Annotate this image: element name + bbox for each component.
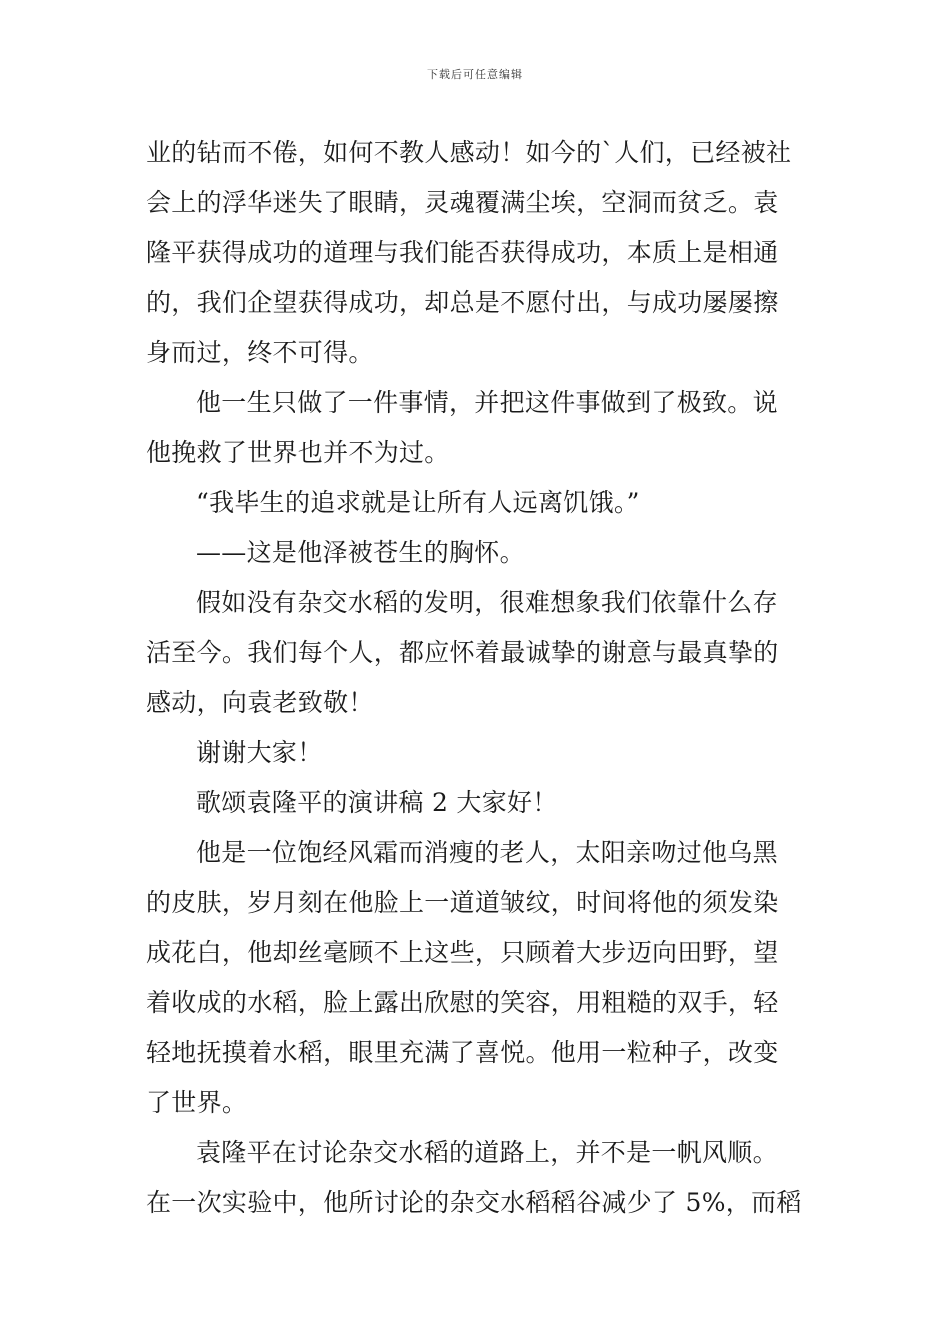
text-line: 感动，向袁老致敬！ bbox=[146, 688, 374, 717]
text-line: 轻地抚摸着水稻，眼里充满了喜悦。他用一粒种子，改变 bbox=[146, 1038, 779, 1067]
text-line: 成花白，他却丝毫顾不上这些，只顾着大步迈向田野，望 bbox=[146, 938, 779, 967]
document-body bbox=[146, 128, 810, 1228]
text-line: 的，我们企望获得成功，却总是不愿付出，与成功屡屡擦 bbox=[146, 288, 779, 317]
text-line: 会上的浮华迷失了眼睛，灵魂覆满尘埃，空洞而贫乏。袁 bbox=[146, 188, 779, 217]
text-line: 了世界。 bbox=[146, 1088, 248, 1117]
page-header: 下载后可任意编辑 bbox=[427, 68, 523, 81]
text-line: 假如没有杂交水稻的发明，很难想象我们依靠什么存 bbox=[196, 588, 778, 617]
text-line: 他是一位饱经风霜而消瘦的老人，太阳亲吻过他乌黑 bbox=[196, 838, 778, 867]
text-line: 活至今。我们每个人，都应怀着最诚挚的谢意与最真挚的 bbox=[146, 638, 779, 667]
text-line: 身而过，终不可得。 bbox=[146, 338, 374, 367]
text-line: ——这是他泽被苍生的胸怀。 bbox=[196, 538, 525, 567]
text-line: 他一生只做了一件事情，并把这件事做到了极致。说 bbox=[196, 388, 778, 417]
text-line: 着收成的水稻，脸上露出欣慰的笑容，用粗糙的双手，轻 bbox=[146, 988, 779, 1017]
text-line: 袁隆平在讨论杂交水稻的道路上，并不是一帆风顺。 bbox=[196, 1138, 778, 1167]
quote-line: “我毕生的追求就是让所有人远离饥饿。” bbox=[196, 488, 640, 517]
text-line: 隆平获得成功的道理与我们能否获得成功，本质上是相通 bbox=[146, 238, 779, 267]
section-title-line: 歌颂袁隆平的演讲稿 2 大家好！ bbox=[196, 788, 558, 817]
text-line: 业的钻而不倦，如何不教人感动！如今的`人们，已经被社 bbox=[146, 138, 792, 167]
text-line: 他挽救了世界也并不为过。 bbox=[146, 438, 450, 467]
text-line: 在一次实验中，他所讨论的杂交水稻稻谷减少了 5%，而稻 bbox=[146, 1188, 802, 1217]
text-line: 谢谢大家！ bbox=[196, 738, 323, 767]
text-line: 的皮肤，岁月刻在他脸上一道道皱纹，时间将他的须发染 bbox=[146, 888, 779, 917]
